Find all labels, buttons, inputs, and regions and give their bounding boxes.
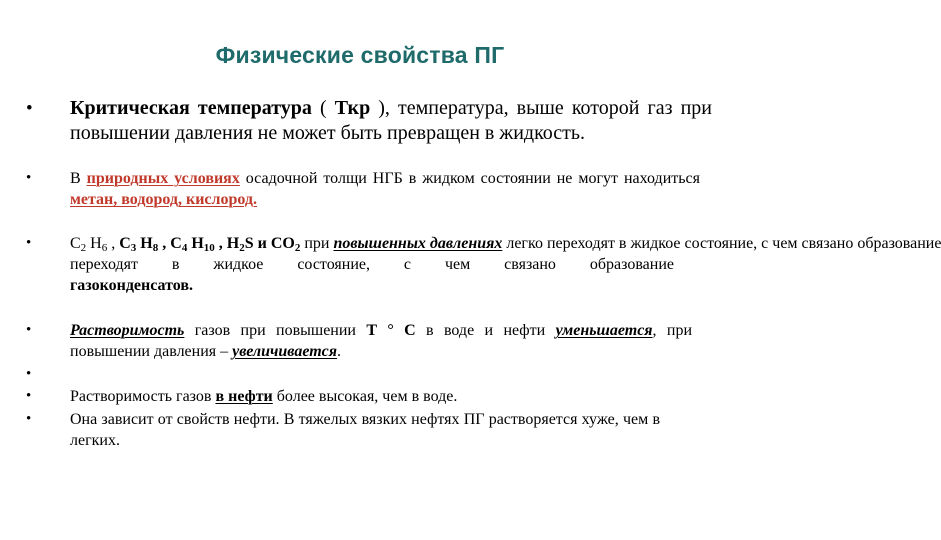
subscript: 2 bbox=[80, 242, 87, 254]
bullet-text bbox=[70, 386, 720, 407]
text-part: В bbox=[70, 170, 87, 187]
highlight-increases: увеличивается bbox=[232, 343, 338, 360]
bullet-marker: • bbox=[26, 366, 32, 382]
conjunction: и bbox=[253, 235, 271, 252]
highlight-gases: метан, водород, кислород. bbox=[70, 191, 258, 208]
paren-close: ), bbox=[370, 97, 390, 119]
highlight-in-oil: в нефти bbox=[215, 388, 273, 405]
highlight-elevated-pressure: повышенных давлениях bbox=[333, 235, 503, 252]
formula-h: Н bbox=[140, 235, 153, 252]
bullet-marker: • bbox=[26, 170, 32, 186]
term-solubility: Растворимость bbox=[70, 322, 185, 339]
paren-open: ( bbox=[311, 97, 335, 119]
formula-co: СО bbox=[270, 235, 295, 252]
formula-s: S bbox=[244, 235, 254, 252]
text-part: газов при повышении bbox=[184, 322, 367, 339]
formula-h: Н bbox=[191, 235, 204, 252]
bullet-text: Она зависит от свойств нефти. В тяжелых вязких нефтях ПГ растворяется хуже, чем в легких. bbox=[70, 411, 660, 449]
subscript: 8 bbox=[152, 242, 159, 254]
bullet-text bbox=[70, 320, 692, 362]
bullet-marker: • bbox=[26, 98, 33, 119]
separator: , bbox=[158, 235, 171, 252]
bullet-text bbox=[70, 96, 712, 146]
text-part: легко переходят в жидкое состояние, с чем связано образование bbox=[502, 235, 941, 252]
formula-c: С bbox=[170, 235, 182, 252]
subscript: 2 bbox=[239, 242, 245, 254]
bullet-text bbox=[70, 233, 941, 254]
text-part: в воде и нефти bbox=[415, 322, 556, 339]
text-part: , при повышении давления – bbox=[70, 322, 693, 360]
formula-c: С bbox=[70, 235, 81, 252]
subscript: 3 bbox=[130, 242, 137, 254]
abbr-tkr: Ткр bbox=[334, 97, 371, 119]
formula-line bbox=[70, 233, 941, 254]
formula-h: Н bbox=[226, 235, 240, 252]
text-part: при bbox=[300, 235, 334, 252]
continuation-line: переходят в жидкое состояние, с чем связано образование bbox=[70, 256, 674, 273]
subscript: 2 bbox=[294, 242, 301, 254]
subscript: 4 bbox=[181, 242, 188, 254]
text-part: более высокая, чем в воде. bbox=[272, 388, 458, 405]
temperature-symbol: Т ° С bbox=[366, 322, 416, 339]
subscript: 10 bbox=[203, 242, 215, 254]
text-part: Растворимость газов bbox=[70, 388, 216, 405]
bullet-marker: • bbox=[26, 411, 32, 427]
formula-h: Н bbox=[90, 235, 102, 252]
definition-text: температура, выше которой газ при повышении давления не может быть превращен в жидкость. bbox=[70, 97, 712, 144]
separator: , bbox=[107, 235, 120, 252]
highlight-decreases: уменьшается bbox=[555, 322, 653, 339]
term-critical-temperature: Критическая температура bbox=[70, 97, 312, 119]
bullet-marker: • bbox=[26, 388, 32, 404]
bullet-marker: • bbox=[26, 235, 32, 251]
bullet-hydrocarbons-continued bbox=[70, 254, 700, 296]
bullet-marker: • bbox=[26, 322, 32, 338]
text-part: . bbox=[337, 343, 342, 360]
term-gas-condensates: газоконденсатов. bbox=[70, 277, 194, 294]
formula-c: С bbox=[119, 235, 131, 252]
text-part: осадочной толщи НГБ в жидком состоянии не могут находиться bbox=[239, 170, 700, 187]
bullet-text bbox=[70, 168, 700, 210]
subscript: 6 bbox=[101, 242, 108, 254]
highlight-natural-conditions: природных условиях bbox=[86, 170, 240, 187]
separator: , bbox=[214, 235, 227, 252]
slide-title: Физические свойства ПГ bbox=[215, 42, 505, 68]
